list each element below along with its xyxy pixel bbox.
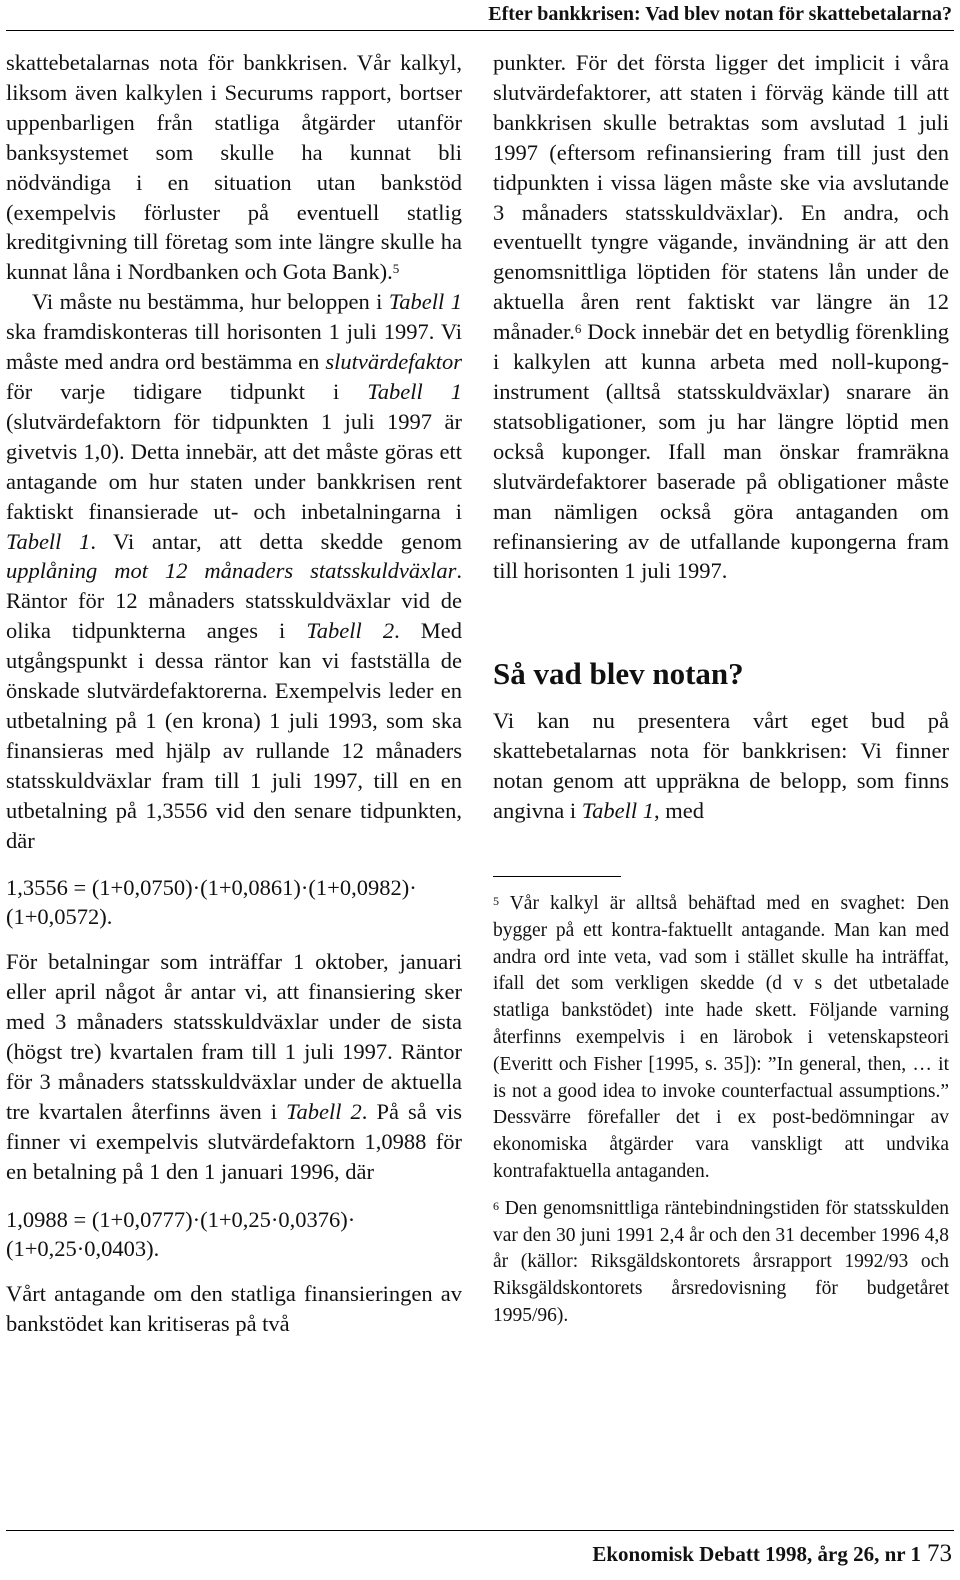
left-paragraph-2 <box>6 287 462 855</box>
text-run: punkter. För det första ligger det implicit i våra slutvärdefaktorer, att staten i förväg kände till att bankkrisen skulle betraktas som avslutad 1 juli 1997 (eftersom refinansiering fram till just den tidpunkten i vissa lägen måste ske via avslutande 3 månaders statsskuldväxlar). En andra, och eventuellt tyngre vägande, invändning är att den genomsnittliga löptiden för statens lån under de aktuella åren rent faktiskt var längre än 12 månader. <box>493 50 949 345</box>
right-paragraph-1 <box>493 48 949 586</box>
footnote-marker: 6 <box>493 1198 499 1213</box>
italic-text: slutvärdefaktor <box>325 349 462 375</box>
text-run: för varje tidigare tidpunkt i <box>6 378 368 404</box>
italic-text: Tabell 2 <box>286 1099 362 1124</box>
text-run: skattebetalarnas nota för bankkrisen. Vår kalkyl, liksom även kalkylen i Securums rapport, bortser uppenbarligen från statliga åtgärder utanför banksystemet som skulle ha kunnat bli nödvändiga i en situation utan bankstöd (exempelvis förluster på eventuell statlig kreditgivning till företag som inte längre skulle ha kunnat låna i Nordbanken och Gota Bank). <box>6 50 462 285</box>
text-run: ska framdiskonteras till horisonten 1 juli 1997. Vi måste med andra ord bestämma en <box>6 319 462 375</box>
italic-text: Tabell 1 <box>367 378 462 404</box>
italic-text: Tabell 2 <box>306 618 395 644</box>
page-number: 73 <box>927 1540 952 1567</box>
italic-text: Tabell 1 <box>6 528 91 554</box>
footnote-rule <box>493 876 621 877</box>
text-run: . Vi antar, att detta skedde genom <box>90 528 462 554</box>
formula-2 <box>6 1205 462 1263</box>
page-footer <box>592 1540 952 1568</box>
text-run: Den genomsnittliga räntebindningstiden för statsskulden var den 30 juni 1991 2,4 år och den 31 december 1996 4,8 år (källor: Riksgäldskontorets årsrapport 1992/93 och Riksgäldskontorets årsredovisning för budgetåret 1995/96). <box>493 1197 949 1326</box>
text-run: . På så vis finner vi exempelvis slutvärdefaktorn 1,0988 för en betalning på 1 den 1 januari 1996, där <box>6 1099 463 1184</box>
text-run: . Med utgångspunkt i dessa räntor kan vi fastställa de önskade slutvärdefaktorerna. Exempelvis leder en utbetalning på 1 (en krona) 1 juli 1993, som ska finansieras med hjälp av rullande 12 månaders statsskuldväxlar fram till 1 juli 1997, till en en utbetalning på 1,3556 vid den senare tidpunkten, där <box>6 618 463 853</box>
footnote-marker: 5 <box>493 893 499 908</box>
text-run: För betalningar som inträffar 1 oktober, januari eller april något år antar vi, att finansiering sker med 3 månaders statsskuldväxlar under de sista (högst tre) kvartalen fram till 1 juli 1997. Räntor för 3 månaders statsskuldväxlar under de aktuella tre kvartalen återfinns även i <box>6 949 462 1124</box>
footnote-6 <box>493 1196 949 1330</box>
footer-rule <box>6 1530 954 1531</box>
text-run: Vi måste nu bestämma, hur beloppen i <box>32 289 389 315</box>
left-column <box>6 48 462 1339</box>
text-run: , med <box>654 798 705 824</box>
formula-1-line-1: 1,3556 = (1+0,0750)·(1+0,0861)·(1+0,0982)· <box>6 875 417 901</box>
footnote-marker: 6 <box>574 321 582 337</box>
text-run: Vi kan nu presentera vårt eget bud på skattebetalarnas nota för bankkrisen: Vi finner notan genom att uppräkna de belopp, som finns angivna i <box>493 708 949 824</box>
header-rule <box>6 30 954 31</box>
formula-1-line-2: (1+0,0572). <box>6 904 113 930</box>
text-run: . Räntor för 12 månaders statsskuldväxlar vid de olika tidpunkterna anges i <box>6 558 462 644</box>
formula-2-line-1: 1,0988 = (1+0,0777)·(1+0,25·0,0376)· <box>6 1206 356 1232</box>
right-column <box>493 48 949 1340</box>
left-paragraph-3 <box>6 947 462 1186</box>
footnote-5 <box>493 891 949 1186</box>
formula-2-line-2: (1+0,25·0,0403). <box>6 1235 160 1261</box>
italic-text: Tabell 1 <box>388 289 462 315</box>
text-run: Vårt antagande om den statliga finansieringen av bankstödet kan kritiseras på två <box>6 1280 462 1336</box>
right-paragraph-2 <box>493 706 949 826</box>
footnote-marker: 5 <box>392 261 400 277</box>
left-paragraph-4 <box>6 1279 462 1339</box>
left-paragraph-1 <box>6 48 462 287</box>
section-heading: Så vad blev notan? <box>493 656 744 692</box>
running-head: Efter bankkrisen: Vad blev notan för skattebetalarna? <box>488 3 952 25</box>
italic-text: Tabell 1 <box>581 798 655 824</box>
journal-citation: Ekonomisk Debatt 1998, årg 26, nr 1 <box>592 1542 921 1566</box>
text-run: Vår kalkyl är alltså behäftad med en svaghet: Den bygger på ett kontra-faktuellt antagande. Man kan med andra ord inte veta, vad som i stället skulle ha inträffat, ifall det som verkligen skedde (d v s det utbetalade statliga bankstödet) inte hade skett. Följande varning återfinns exempelvis i en lärobok i vetenskapsteori (Everitt och Fisher [1995, s. 35]): ”In general, then, … it is not a good idea to invoke counterfactual assumptions.” Dessvärre förefaller det i ex post-bedömningar av ekonomiska åtgärder vara vanskligt att undvika kontrafaktuella antaganden. <box>493 892 949 1182</box>
italic-text: upplåning mot 12 månaders statsskuldväxlar <box>6 558 457 584</box>
text-run: Dock innebär det en betydlig förenkling i kalkylen att kunna arbeta med noll-kupong-instrument (alltså statsskuldväxlar) snarare än statsobligationer, som ju har längre löptid men också kuponger. Ifall man önskar framräkna slutvärdefaktorer baserade på obligationer måste man nämligen också göra antaganden om refinansiering av de utfallande kupongerna fram till horisonten 1 juli 1997. <box>493 319 949 584</box>
formula-1 <box>6 873 462 931</box>
text-run: (slutvärdefaktorn för tidpunkten 1 juli 1997 är givetvis 1,0). Detta innebär, att det måste göras ett antagande om hur staten under bankkrisen rent faktiskt finansierade ut- och inbetalningarna i <box>6 408 462 524</box>
